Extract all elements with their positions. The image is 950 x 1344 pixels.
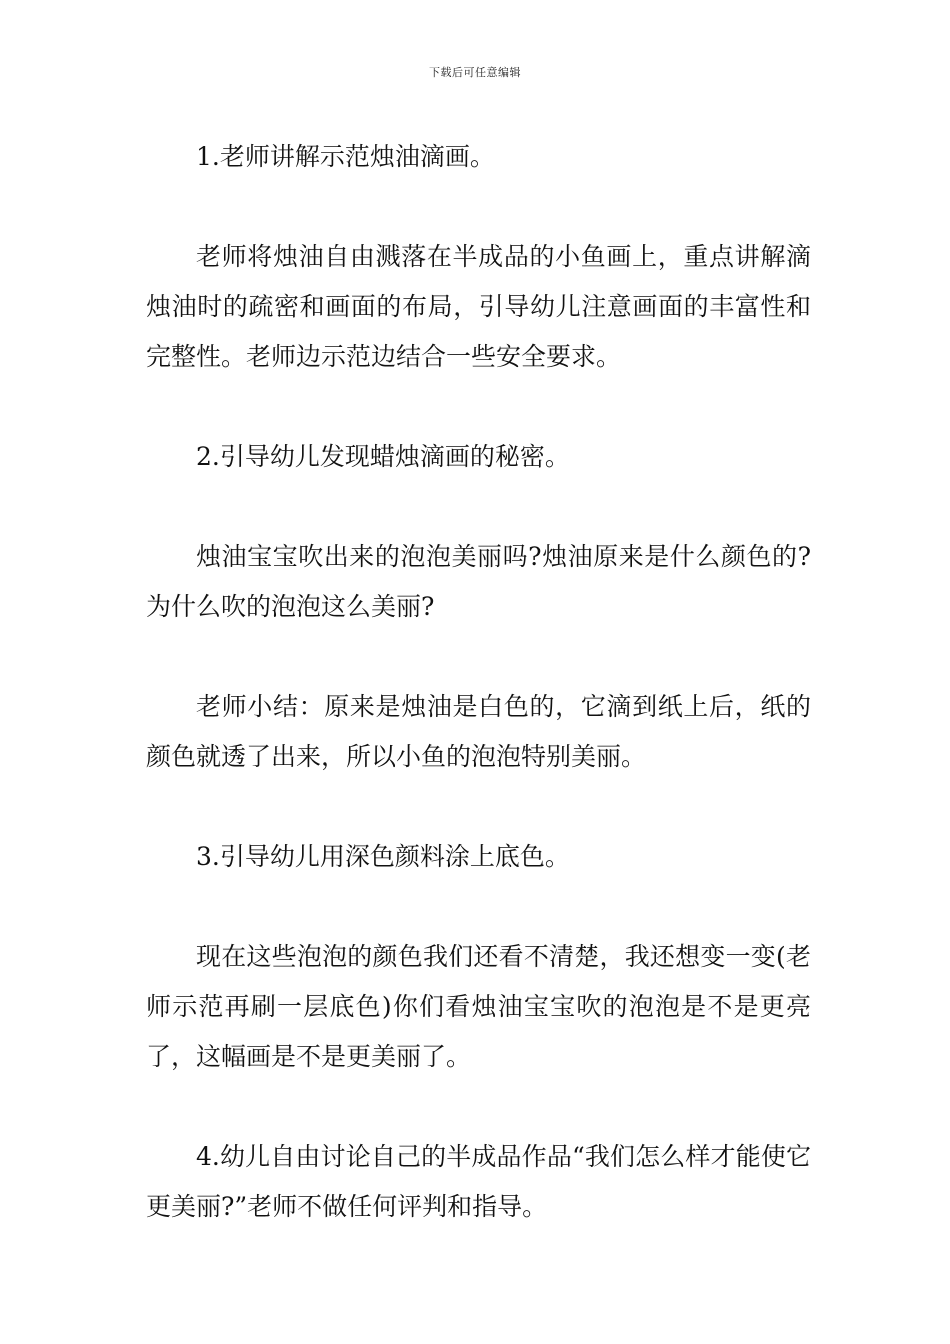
page-header: 下载后可任意编辑 — [429, 66, 521, 79]
paragraph-gap — [146, 182, 811, 232]
paragraph-gap — [146, 632, 811, 682]
step-3-description: 现在这些泡泡的颜色我们还看不清楚，我还想变一变(老师示范再刷一层底色)你们看烛油宝宝吹的泡泡是不是更亮了，这幅画是不是更美丽了。 — [146, 942, 811, 1071]
paragraph-gap — [146, 882, 811, 932]
step-2-heading: 2.引导幼儿发现蜡烛滴画的秘密。 — [196, 442, 570, 471]
paragraph-gap — [146, 1082, 811, 1132]
teacher-summary: 老师小结：原来是烛油是白色的，它滴到纸上后，纸的颜色就透了出来，所以小鱼的泡泡特别美丽。 — [146, 692, 811, 771]
step-2-questions: 烛油宝宝吹出来的泡泡美丽吗?烛油原来是什么颜色的?为什么吹的泡泡这么美丽? — [146, 542, 811, 621]
step-1-heading: 1.老师讲解示范烛油滴画。 — [196, 142, 495, 171]
paragraph-gap — [146, 482, 811, 532]
step-1-description: 老师将烛油自由溅落在半成品的小鱼画上，重点讲解滴烛油时的疏密和画面的布局，引导幼儿注意画面的丰富性和完整性。老师边示范边结合一些安全要求。 — [146, 242, 811, 371]
paragraph-gap — [146, 382, 811, 432]
step-4-heading: 4.幼儿自由讨论自己的半成品作品“我们怎么样才能使它更美丽?”老师不做任何评判和指导。 — [146, 1142, 811, 1221]
paragraph-gap — [146, 782, 811, 832]
document-body — [146, 132, 811, 1232]
step-3-heading: 3.引导幼儿用深色颜料涂上底色。 — [196, 842, 570, 871]
